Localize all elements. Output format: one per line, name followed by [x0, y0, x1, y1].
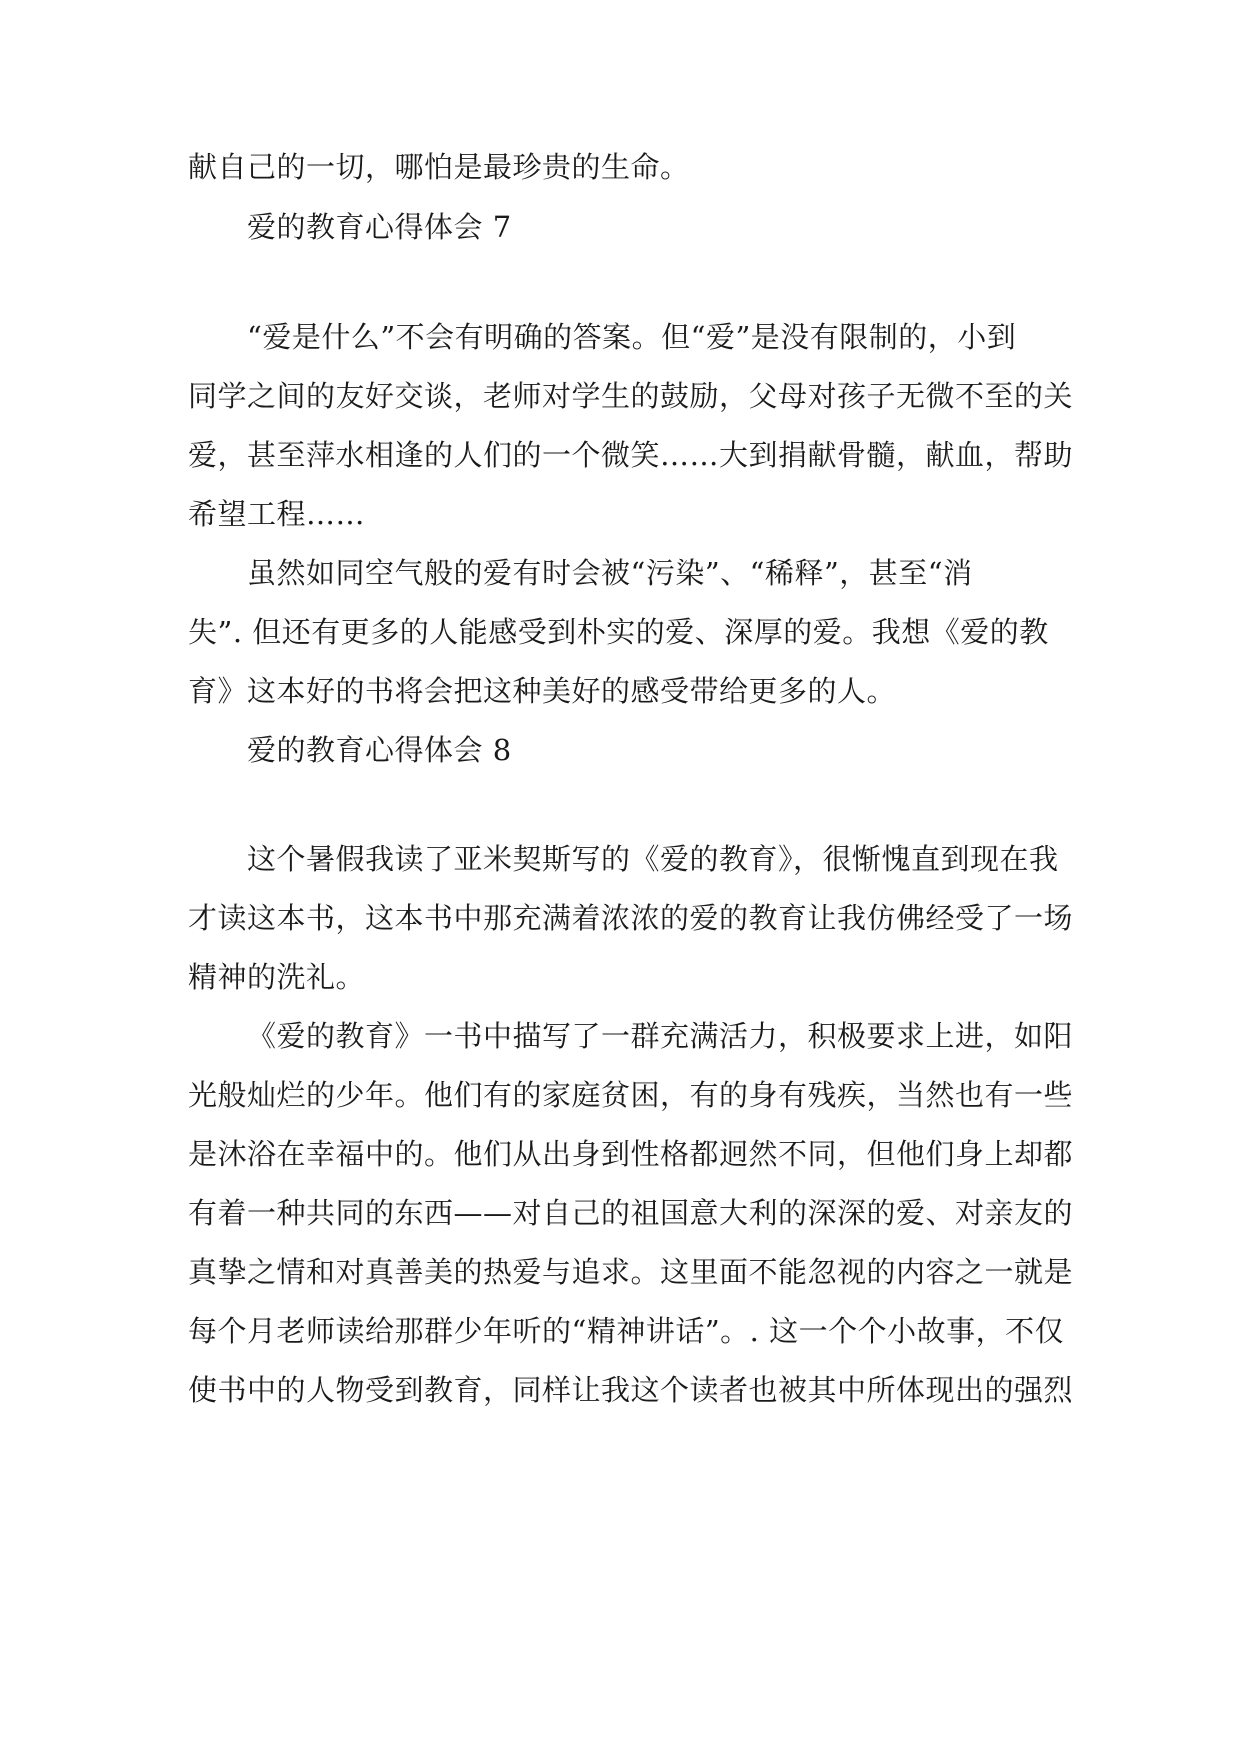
text-line: 爱，甚至萍水相逢的人们的一个微笑……大到捐献骨髓，献血，帮助	[188, 438, 1074, 472]
text-line: 虽然如同空气般的爱有时会被“污染”、“稀释”，甚至“消	[247, 556, 973, 590]
section-heading: 爱的教育心得体会 7	[247, 210, 512, 244]
text-line: 精神的洗礼。	[188, 960, 366, 994]
text-line: 育》这本好的书将会把这种美好的感受带给更多的人。	[188, 674, 897, 708]
text-line: 献自己的一切，哪怕是最珍贵的生命。	[188, 150, 690, 184]
text-line: 使书中的人物受到教育，同样让我这个读者也被其中所体现出的强烈	[188, 1373, 1074, 1407]
text-line: 同学之间的友好交谈，老师对学生的鼓励，父母对孩子无微不至的关	[188, 379, 1074, 413]
text-line: 是沐浴在幸福中的。他们从出身到性格都迥然不同，但他们身上却都	[188, 1137, 1074, 1171]
text-line: 真挚之情和对真善美的热爱与追求。这里面不能忽视的内容之一就是	[188, 1255, 1074, 1289]
text-line: 有着一种共同的东西——对自己的祖国意大利的深深的爱、对亲友的	[188, 1196, 1074, 1230]
text-line: 《爱的教育》一书中描写了一群充满活力，积极要求上进，如阳	[247, 1019, 1074, 1053]
text-line: 光般灿烂的少年。他们有的家庭贫困，有的身有残疾，当然也有一些	[188, 1078, 1074, 1112]
text-line: 失”. 但还有更多的人能感受到朴实的爱、深厚的爱。我想《爱的教	[188, 615, 1049, 649]
text-line: “爱是什么”不会有明确的答案。但“爱”是没有限制的，小到	[247, 320, 1017, 354]
section-heading: 爱的教育心得体会 8	[247, 733, 512, 767]
text-line: 这个暑假我读了亚米契斯写的《爱的教育》，很惭愧直到现在我	[247, 842, 1059, 876]
text-line: 希望工程……	[188, 497, 366, 531]
text-line: 每个月老师读给那群少年听的“精神讲话”。. 这一个个小故事，不仅	[188, 1314, 1065, 1348]
text-line: 才读这本书，这本书中那充满着浓浓的爱的教育让我仿佛经受了一场	[188, 901, 1074, 935]
